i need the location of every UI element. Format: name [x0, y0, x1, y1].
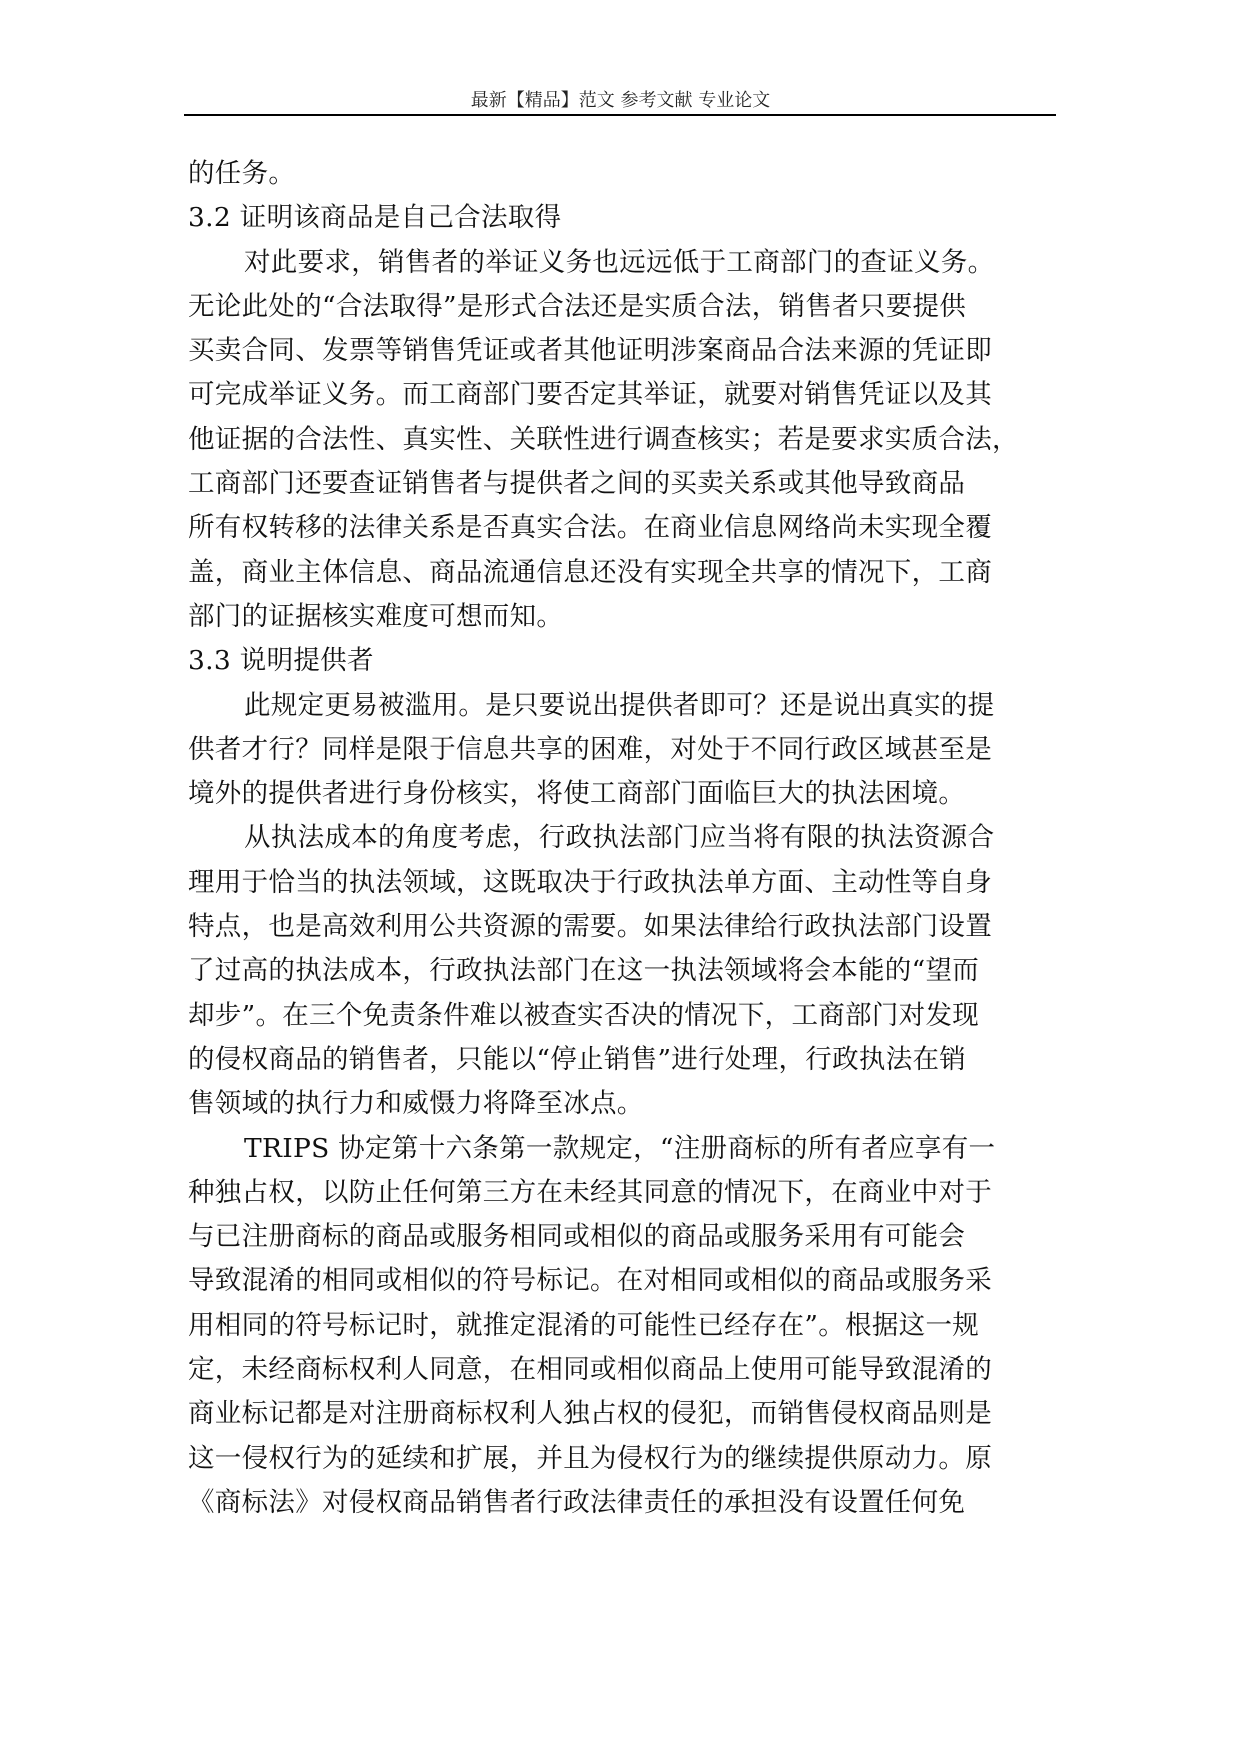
text-line: 了过高的执法成本，行政执法部门在这一执法领域将会本能的“望而 — [188, 955, 980, 987]
body-paragraph — [188, 1127, 1054, 1526]
header-rule — [184, 114, 1056, 116]
section-heading-text: 3.3 说明提供者 — [188, 645, 374, 677]
text-line: 境外的提供者进行身份核实，将使工商部门面临巨大的执法困境。 — [188, 778, 966, 810]
text-line: TRIPS 协定第十六条第一款规定，“注册商标的所有者应享有一 — [244, 1132, 996, 1164]
section-heading-3-2 — [188, 196, 1054, 240]
text-line: 商业标记都是对注册商标权利人独占权的侵犯，而销售侵权商品则是 — [188, 1398, 992, 1430]
text-line: 售领域的执行力和威慑力将降至冰点。 — [188, 1088, 644, 1120]
text-line: 可完成举证义务。而工商部门要否定其举证，就要对销售凭证以及其 — [188, 379, 992, 411]
text-line: 特点，也是高效利用公共资源的需要。如果法律给行政执法部门设置 — [188, 911, 992, 943]
body-paragraph — [188, 684, 1054, 817]
continuation-paragraph — [188, 152, 1054, 196]
text-line: 此规定更易被滥用。是只要说出提供者即可？还是说出真实的提 — [244, 689, 995, 721]
text-line: 《商标法》对侵权商品销售者行政法律责任的承担没有设置任何免 — [188, 1486, 966, 1518]
text-line: 盖，商业主体信息、商品流通信息还没有实现全共享的情况下，工商 — [188, 556, 992, 588]
text-line: 无论此处的“合法取得”是形式合法还是实质合法，销售者只要提供 — [188, 290, 967, 322]
text-line: 工商部门还要查证销售者与提供者之间的买卖关系或其他导致商品 — [188, 468, 966, 500]
text-line: 从执法成本的角度考虑，行政执法部门应当将有限的执法资源合 — [244, 822, 995, 854]
text-line: 理用于恰当的执法领域，这既取决于行政执法单方面、主动性等自身 — [188, 866, 992, 898]
body-paragraph — [188, 816, 1054, 1126]
page-header: 最新【精品】范文 参考文献 专业论文 — [470, 90, 771, 111]
document-body — [188, 152, 1054, 1525]
text-line: 供者才行？同样是限于信息共享的困难，对处于不同行政区域甚至是 — [188, 733, 992, 765]
text-line: 他证据的合法性、真实性、关联性进行调查核实；若是要求实质合法， — [188, 423, 1019, 455]
text-line: 这一侵权行为的延续和扩展，并且为侵权行为的继续提供原动力。原 — [188, 1442, 992, 1474]
text-line: 的侵权商品的销售者，只能以“停止销售”进行处理，行政执法在销 — [188, 1043, 967, 1075]
text-line: 部门的证据核实难度可想而知。 — [188, 600, 564, 632]
section-heading-3-3 — [188, 639, 1054, 683]
text-line: 种独占权，以防止任何第三方在未经其同意的情况下，在商业中对于 — [188, 1176, 992, 1208]
text-line: 定，未经商标权利人同意，在相同或相似商品上使用可能导致混淆的 — [188, 1354, 992, 1386]
text-line: 与已注册商标的商品或服务相同或相似的商品或服务采用有可能会 — [188, 1221, 966, 1253]
text-line: 导致混淆的相同或相似的符号标记。在对相同或相似的商品或服务采 — [188, 1265, 992, 1297]
section-heading-text: 3.2 证明该商品是自己合法取得 — [188, 202, 562, 234]
body-paragraph — [188, 241, 1054, 640]
text-line: 用相同的符号标记时，就推定混淆的可能性已经存在”。根据这一规 — [188, 1309, 980, 1341]
text-line: 却步”。在三个免责条件难以被查实否决的情况下，工商部门对发现 — [188, 999, 980, 1031]
text-line: 所有权转移的法律关系是否真实合法。在商业信息网络尚未实现全覆 — [188, 512, 992, 544]
text-line: 的任务。 — [188, 158, 296, 189]
text-line: 买卖合同、发票等销售凭证或者其他证明涉案商品合法来源的凭证即 — [188, 335, 992, 367]
text-line: 对此要求，销售者的举证义务也远远低于工商部门的查证义务。 — [244, 246, 995, 278]
